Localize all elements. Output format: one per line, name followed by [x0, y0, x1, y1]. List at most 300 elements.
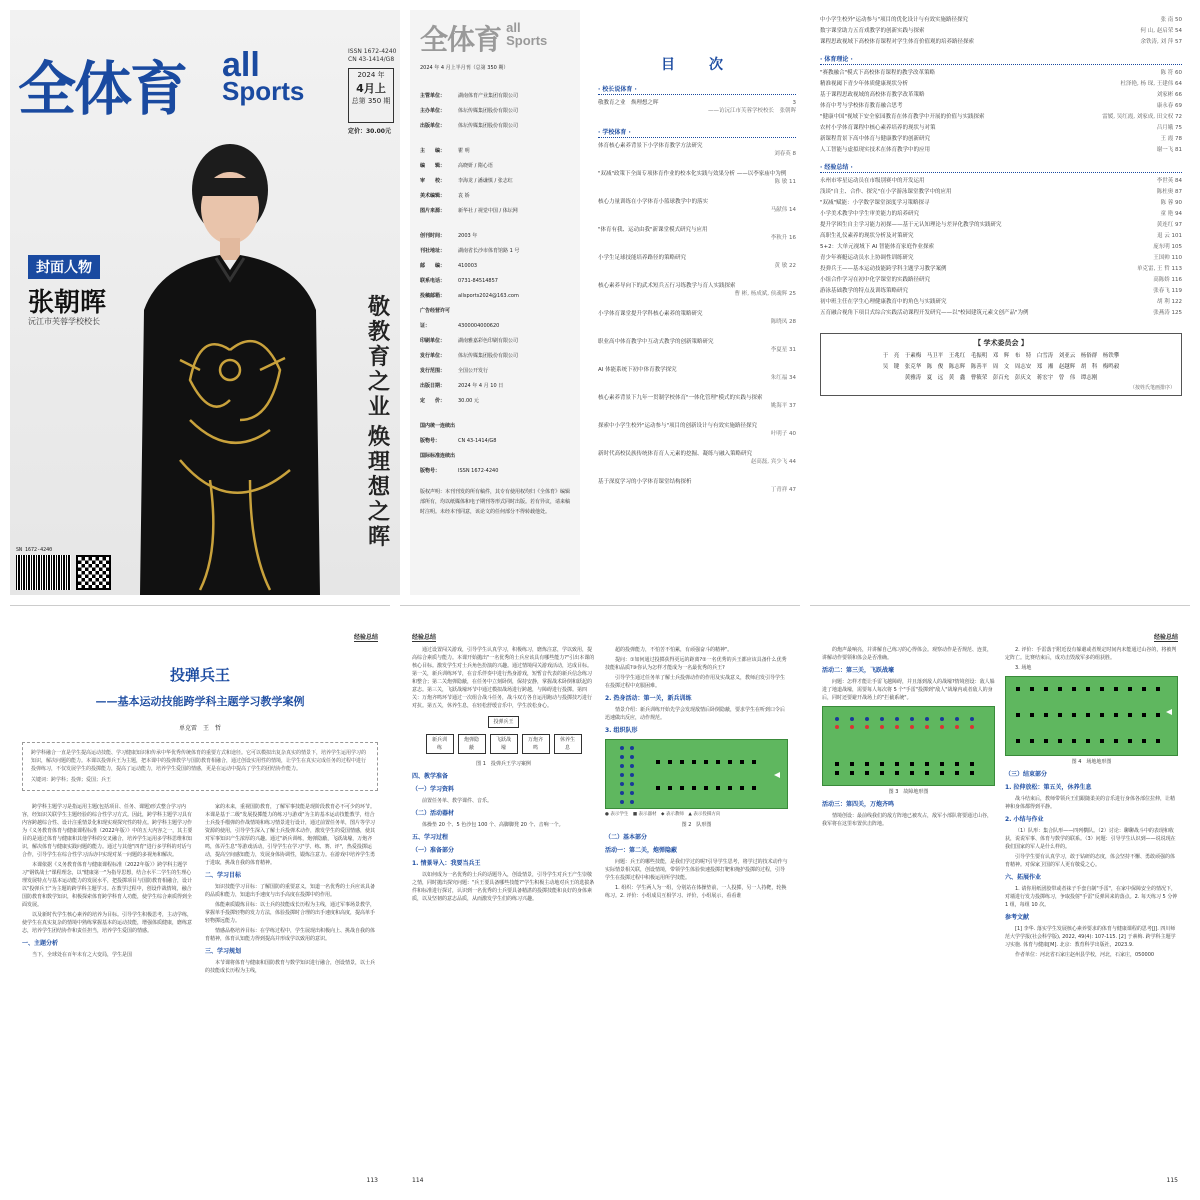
paragraph: 2. 评价：手雷落于附近没有躲避或者规定时间内未能通过山谷的，将被判定阵亡。比赛结束后，成功击毁敌军多的组获胜。: [1005, 647, 1177, 661]
page-113-col1-paragraphs: [22, 803, 195, 935]
sub-heading: 活动三：第四关，万炮齐鸣: [822, 801, 895, 808]
toc-title: 目 次: [661, 57, 733, 73]
page-114-column-1: [412, 646, 595, 905]
info-row-key: 主办单位：: [420, 108, 446, 114]
field-student-marker: [865, 717, 869, 721]
page-header-label: 经验总结: [412, 634, 437, 641]
magazine-cover: [10, 10, 400, 595]
field-student-marker: [620, 800, 624, 804]
toc-left-list: [598, 84, 796, 494]
toc-entry-author: 叶明子 40: [770, 431, 796, 437]
abstract-text: 跨学科融合一直是学生提高运动技能、学习健康知识和传承中华优秀传统体育的重要方式和途径。它可以模拟出复杂真实的情景下，培养学生运用学习的知识，解决问题的能力。本课以投弹兵王为主题，把本课中的投弹教学与国防教育相融合，通过创设实用性的情境，让学生在真实完成任务的过程中进行投弹练习，不仅发展学生的投掷能力，提高了运动能力，培养学生爱国的情感，更是在运动中提高了学生的团结协作能力。: [31, 750, 367, 772]
toc-entry-title: 数字课堂助力五育戏教学的创新实践与探索: [820, 28, 925, 34]
info-row-key: 图片来源：: [420, 208, 446, 214]
figure-4-caption: 图 4 场地地形图: [1071, 759, 1112, 765]
info-row-key: 出版单位：: [420, 123, 446, 129]
info-row: [420, 349, 570, 364]
toc-entry-author: 谢一飞 81: [1156, 147, 1182, 153]
info-row-value: 体坛传媒集团股份有限公司: [458, 353, 519, 359]
toc-entry-title: 敬教育之业 焕理想之晖: [598, 100, 659, 106]
toc-entry: [820, 27, 1182, 35]
toc-entry: [598, 366, 796, 382]
field-equipment-marker: [880, 771, 884, 775]
flow-node: 休养生息: [554, 734, 582, 754]
article-title: 投弹兵王: [169, 666, 230, 684]
committee-title: 【 学术委员会 】: [974, 339, 1028, 347]
cover-slogan-2: 焕理想之晖: [368, 424, 391, 550]
toc-right-continued: [820, 16, 1182, 46]
toc-entry-title: "赛教融合"模式下高校体育课程的教学改革策略: [820, 70, 936, 76]
cover-month: 4月上: [356, 82, 386, 95]
page-number: 115: [1166, 1177, 1178, 1184]
toc-entry-author: 刘家彬 66: [1156, 92, 1182, 98]
info-logo: 全体育: [420, 23, 502, 56]
section-heading: 一、主题分析: [22, 940, 59, 947]
paragraph: 知识技能学习目标：了解国防的重要意义，知道一名优秀的士兵应该具备的品质和能力，知道出手速度与出手高度在投掷中的作用。: [205, 884, 376, 898]
page-114-col1-paragraphs: [412, 646, 595, 710]
toc-entry-author: 雷媛, 吴红霞, 刘家成, 田文权 72: [1102, 114, 1182, 120]
info-row: [420, 244, 570, 259]
info-row-key: 广告经营许可证：: [420, 308, 451, 329]
toc-entry: [820, 243, 1182, 251]
toc-entry-author: 陈 蓉 90: [1160, 200, 1182, 206]
field-student-marker: [955, 725, 959, 729]
info-row: [420, 119, 570, 134]
cover-qr-code: [76, 555, 111, 590]
info-row-key: 主 编：: [420, 148, 446, 154]
toc-entry-author: 张春飞 119: [1153, 288, 1182, 294]
field-student-marker: [630, 791, 634, 795]
toc-entry-author: 退 云 101: [1157, 233, 1182, 239]
toc-page-left: [592, 10, 802, 595]
info-row: [420, 159, 570, 174]
field-equipment-marker: [865, 762, 869, 766]
info-row-key: 发行范围：: [420, 368, 446, 374]
toc-entry-author: 陈晓凤 28: [770, 319, 796, 325]
toc-entry-author: 康永春 69: [1156, 103, 1182, 109]
flow-child-nodes: [426, 734, 582, 754]
toc-entry-author: 李夏星 31: [770, 347, 796, 353]
info-row: [420, 189, 570, 204]
toc-entry-author: 胡 利 122: [1157, 299, 1182, 305]
toc-entry: [820, 210, 1182, 218]
info-row: [420, 229, 570, 244]
field-equipment-marker: [1142, 713, 1146, 717]
field-equipment-marker: [1086, 739, 1090, 743]
toc-entry-title: "健康中国"视域下安全家园教育在体育教学中开展的价值与实践探索: [820, 114, 985, 120]
toc-entry: [820, 80, 1182, 88]
cover-feature-tag: 封面人物: [28, 255, 100, 279]
toc-entry-title: 探索中小学生校外"运动参与"项目的创新设计与有效实施路径探究: [598, 423, 758, 429]
sub-heading: （二）活动器材: [412, 810, 455, 817]
field-student-marker: [970, 717, 974, 721]
figure-3-caption: 图 3 故障地形图: [888, 789, 929, 795]
field-equipment-marker: [1100, 739, 1104, 743]
toc-right-list: [820, 54, 1182, 317]
flow-node: 飞跃战壕: [490, 734, 518, 754]
toc-entry: [598, 394, 796, 410]
info-row: [420, 174, 570, 189]
cover-logo-en-2: Sports: [222, 76, 305, 106]
toc-entry-author: 吕月娥 75: [1156, 125, 1182, 131]
flow-node: 万炮齐鸣: [522, 734, 550, 754]
toc-entry-title: 新课程背景下高中体育与健康教学的创新研究: [820, 136, 931, 142]
field-equipment-marker: [970, 771, 974, 775]
field-equipment-marker: [880, 762, 884, 766]
field-student-marker: [850, 717, 854, 721]
field-equipment-marker: [752, 760, 756, 764]
info-row-value: 0731-84514857: [458, 278, 498, 284]
info-row-key: 创刊时间：: [420, 233, 446, 239]
toc-entry-author: 王国帅 110: [1153, 255, 1182, 261]
toc-entry: [598, 310, 796, 326]
toc-entry-title: 核心力量训练在小学体育小篮球教学中的落实: [598, 199, 709, 205]
toc-entry-author: 何 山, 赵启荣 54: [1140, 28, 1182, 34]
article-subtitle: ——基本运动技能跨学科主题学习教学案例: [95, 695, 305, 708]
toc-entry: [598, 338, 796, 354]
sub-heading: 1. 情景导入：我要当兵王: [412, 860, 481, 867]
field-equipment-marker: [1044, 713, 1048, 717]
page-number: 114: [412, 1177, 424, 1184]
paragraph: 前置任务单、教学课件、音乐。: [422, 798, 493, 804]
toc-entry: [820, 16, 1182, 24]
info-row: [420, 259, 570, 274]
page-115-column-1: [822, 646, 995, 961]
sub-heading: 活动一：第二关，炮弹隐蔽: [605, 847, 678, 854]
field-equipment-marker: [668, 786, 672, 790]
field-equipment-marker: [940, 771, 944, 775]
field-student-marker: [865, 725, 869, 729]
toc-section-heading: · 经验总结 ·: [820, 162, 1182, 173]
field-student-marker: [910, 725, 914, 729]
paragraph: 以如何成为一名优秀的士兵的话题导入，创设情景，引导学生对兵王产生崇敬之情，同时抛出探究问题："兵王要具备哪些技能?"学生积极主动地对兵王的选拔条件和标准进行探讨，认识到一名优秀的士兵要具备精湛的投掷技能和良好的身体素质，以及坚韧的意志品质，从而激发学生们的练习兴趣。: [412, 872, 595, 902]
paragraph: 问题：怎样才能让手雷飞越障碍，并且落到敌人的战壕?情境创设：敌人躲进了地道战壕，需要每人每次将 5 个"手雷"投掷到"敌人"战壕内或者敌人的身后，同时还要避开战场上的"拦截系统"。: [822, 679, 995, 701]
toc-entry: [820, 254, 1182, 262]
toc-section-heading: · 体育理论 ·: [820, 54, 1182, 65]
toc-entry-author: 陈 符 60: [1160, 70, 1182, 76]
field-student-marker: [940, 725, 944, 729]
info-row-value: 30.00 元: [458, 398, 479, 404]
figure-2-formation-field: [605, 739, 788, 809]
info-row-value: 体坛传媒集团股份有限公司: [458, 108, 519, 114]
field-student-marker: [835, 717, 839, 721]
toc-entry: [820, 276, 1182, 284]
toc-entry-title: 精准视阈下青少年体质健康现状分析: [820, 81, 909, 87]
toc-entry-title: 浅谈"自主、合作、探究"在小学游泳课堂教学中的应用: [820, 189, 952, 195]
toc-entry-title: 五育融合视角下项目式综合实践活动课程开发研究——以"校园建筑元素文创产品"为例: [820, 310, 1029, 316]
field-equipment-marker: [1128, 713, 1132, 717]
figure-4-battle-field: [1005, 676, 1178, 756]
field-equipment-marker: [1128, 687, 1132, 691]
info-row: [420, 289, 570, 304]
paragraph: 本课依据《义务教育体育与健康课程标准（2022年版）》跨学科主题学习"钢铁战士"课程理念，以"健康第一"为指导思想，结合水平二学生的生理心理发展特点与基本运动能力的发展水平，把投掷项目与国防教育相融合，设计以"投弹兵王"为主题的跨学科主题学习。在教学过程中，创设作战情境，融合国防教育和数学知识，积极探索体育跨学科育人功能，使学生综合素质得到全面发展。: [22, 862, 193, 908]
page-header-label: 经验总结: [353, 634, 378, 641]
toc-entry: [820, 309, 1182, 317]
info-row: [420, 334, 570, 349]
info-row-value: 2003 年: [458, 233, 478, 239]
section-heading: 三、学习规划: [205, 948, 242, 955]
toc-entry: [820, 113, 1182, 121]
cover-slogan-1: 敬教育之业: [368, 294, 391, 420]
section-heading: 五、学习过程: [412, 834, 449, 841]
field-student-marker: [630, 755, 634, 759]
section-heading: （二）基本部分: [605, 834, 648, 841]
toc-entry-author: 张 南 50: [1160, 17, 1182, 23]
field-student-marker: [880, 725, 884, 729]
info-rows-details: [420, 229, 570, 409]
info-rows-publisher: [420, 89, 570, 134]
field-equipment-marker: [1114, 713, 1118, 717]
sub-heading: （一）准备部分: [412, 847, 455, 854]
info-row: [420, 144, 570, 159]
academic-committee: [820, 333, 1182, 396]
field-equipment-marker: [1058, 687, 1062, 691]
field-equipment-marker: [1142, 739, 1146, 743]
cover-year: 2024 年: [357, 71, 385, 79]
info-row-value: 湖南体育产业集团有限公司: [458, 93, 519, 99]
field-student-marker: [880, 717, 884, 721]
section-heading: 二、学习目标: [205, 872, 242, 879]
committee-names: [827, 351, 1175, 384]
toc-entry-title: 小学美术教学中学生审美能力的培养研究: [820, 211, 920, 217]
toc-entry: [598, 226, 796, 242]
flow-node: 新兵训练: [426, 734, 454, 754]
paragraph: 家的未来，重视国防教育，了解军事技能是现阶段教育必不可少的环节。本课是基于二级"发展投掷能力的练习与游戏"为主的基本运动技能教学，结合士兵投手榴弹的作战情境和练习情景进行设计，通过前置任务单，图片等学习资源的使用，引导学生深入了解士兵投弹术动作，激发学生的爱国情感，使其对军事知识产生浓厚的兴趣。通过"新兵训练，炮弹隐蔽，飞跃战壕，万炮齐鸣，体弄生息"等游戏活动，引导学生在学习"学、练、赛、评"，热爱投掷运动，提高空间感知能力，发展身体协调性，锻炼注意力。在游戏中培养学生勇于进取，挑战自我的体育精神。: [205, 804, 376, 866]
field-equipment-marker: [716, 760, 720, 764]
field-equipment-marker: [680, 786, 684, 790]
info-issue-line: 2024 年 4 月上半月刊（总第 350 期）: [420, 65, 509, 71]
toc-entry-title: "体育有我、运动由我"新课堂模式研究与应用: [598, 227, 708, 233]
field-equipment-marker: [692, 760, 696, 764]
info-row-value: 410003: [458, 263, 478, 269]
field-equipment-marker: [835, 771, 839, 775]
toc-entry-author: 赵高磊, 宾少飞 44: [750, 459, 796, 465]
toc-section-heading: · 校长说体育 ·: [598, 84, 796, 95]
paragraph: 体操垫 20 个、5 色沙包 100 个、高脚脚凳 20 个、音响一个。: [422, 822, 564, 828]
info-row-key: 审 校：: [420, 178, 446, 184]
field-equipment-marker: [1044, 739, 1048, 743]
info-row-key: 定 价：: [420, 398, 446, 404]
info-row: [420, 104, 570, 119]
info-row-key: 国内统一连续出版物号：: [420, 423, 456, 444]
toc-entry: [820, 232, 1182, 240]
cover-barcode-text: SN 1672-4240: [16, 547, 53, 553]
field-student-marker: [925, 725, 929, 729]
info-copyright-notice: 版权声明：本刊刊发的所有稿件，其专有使用权均归《全体育》编辑部所有，均以纸媒体和电子期刊等形式同时出版。若有异议，请来稿时注明。未经本刊同意，该论文的任何部分不得转载他处。: [420, 489, 571, 515]
field-equipment-marker: [668, 760, 672, 764]
toc-entry-author: 马献伟 14: [770, 207, 796, 213]
field-equipment-marker: [1030, 739, 1034, 743]
cover-total-issue: 总第 350 期: [351, 97, 391, 105]
page-113-col2-paragraphs: [205, 803, 378, 867]
toc-entry-author: 刘春英 8: [774, 151, 796, 157]
toc-entry-author: 余铁涛, 刘 萍 57: [1140, 39, 1182, 45]
article-abstract: [22, 742, 378, 791]
page-113-goals: [205, 883, 378, 943]
field-equipment-marker: [656, 760, 660, 764]
toc-entry: [598, 99, 796, 115]
figure-2-legend: ● 表示学生 ■ 表示器材 ◆ 表示教师 ▲ 表示投掷方向: [605, 812, 721, 817]
field-student-marker: [940, 717, 944, 721]
field-student-marker: [620, 782, 624, 786]
info-row-key: 出版日期：: [420, 383, 446, 389]
toc-entry-author: 庞东明 105: [1153, 244, 1182, 250]
info-row-key: 投稿邮箱：: [420, 293, 446, 299]
field-student-marker: [895, 717, 899, 721]
cover-cn: CN 43-1414/G8: [348, 56, 395, 63]
info-row: [420, 304, 570, 334]
toc-entry: [820, 221, 1182, 229]
flow-node: 炮弹隐蔽: [458, 734, 486, 754]
paragraph: 提问：①如何通过投掷获得更远的距离?②一名优秀的兵王都应该具备什么优秀技能和品质?③你认为怎样才能成为一名最优秀的兵王?: [605, 657, 787, 671]
field-student-marker: [620, 764, 624, 768]
paragraph: 的炮声最响亮，并讲解自己练习的心得体会。观察动作是否规范、连贯，讲解动作要领和体会是否准确。: [822, 647, 993, 661]
field-student-marker: [630, 746, 634, 750]
references: [1] 李华. 落实学生发展核心素养要求的体育与健康课程的思考[J]. 四川师范大学学报(社会科学版), 2022, 49(4): 107-115. [2] 于素梅. 跨学科主题学习实施. 体育与健康[M]. 北京：教育科学出版社，2023.9.: [1005, 926, 1176, 948]
article-page-113: [10, 605, 390, 1190]
toc-entry: [598, 254, 796, 270]
cover-issn-block: [348, 48, 400, 64]
info-row-value: 4300004000620: [458, 323, 500, 329]
toc-entry: [820, 38, 1182, 46]
field-student-marker: [620, 773, 624, 777]
toc-entry-author: 王 霞 78: [1160, 136, 1182, 142]
field-equipment-marker: [925, 762, 929, 766]
sub-heading: 1. 拉伸放松：第五关，休养生息: [1005, 784, 1092, 791]
page-number: 113: [366, 1177, 378, 1184]
toc-entry-title: 课程思政视域下高校体育课程对学生体育价值观的培养路径探索: [820, 39, 975, 45]
field-equipment-marker: [656, 786, 660, 790]
paragraph: 情景介绍：新兵训练开始先学会发现敌情后卧倒隐蔽，要求学生在听到口令后迅速做出反应，动作规范。: [605, 707, 786, 721]
references-heading: 参考文献: [1005, 914, 1030, 921]
field-equipment-marker: [716, 786, 720, 790]
info-row-value: 全国公开发行: [458, 368, 489, 374]
field-equipment-marker: [850, 762, 854, 766]
toc-entry-title: 小组合作学习在初中化学课堂的实践路径研究: [820, 277, 931, 283]
paragraph: 3. 场地: [1015, 665, 1032, 671]
toc-entry: [598, 142, 796, 158]
info-rows-editorial: [420, 144, 570, 219]
field-student-marker: [620, 755, 624, 759]
toc-entry-title: 小学体育课堂提升学科核心素养的策略研究: [598, 311, 703, 317]
field-equipment-marker: [728, 786, 732, 790]
field-student-marker: [835, 725, 839, 729]
toc-entry-author: 陈 敏 11: [774, 179, 796, 185]
field-equipment-marker: [680, 760, 684, 764]
info-row-value: 李海龙 / 潘谦慎 / 张志红: [458, 178, 513, 184]
field-student-marker: [925, 717, 929, 721]
toc-entry-page: 3: [792, 100, 796, 106]
info-row: [420, 379, 570, 394]
sub-heading: 活动二：第三关，飞跃战壕: [822, 667, 895, 674]
cover-barcode: [16, 555, 71, 590]
author-affiliation: 作者单位：河北省石家庄赵州县学校，河北，石家庄，050000: [1015, 952, 1155, 958]
paragraph: 引导学生通过任务单了解士兵投弹动作的作用及实战意义，教师启发引导学生在投掷过程中克服困难。: [605, 675, 786, 689]
field-equipment-marker: [1128, 739, 1132, 743]
toc-entry-author: 张燕涛 125: [1153, 310, 1182, 316]
abstract-keywords: 关键词：跨学科；投弹；爱国；兵王: [31, 777, 112, 783]
field-equipment-marker: [1016, 713, 1020, 717]
toc-entry-title: 核心素养导向下的武术短兵五行习练教学与育人实践探索: [598, 283, 736, 289]
field-equipment-marker: [704, 760, 708, 764]
cover-person-name: 张朝晖: [28, 288, 107, 318]
info-row-value: ISSN 1672-4240: [458, 468, 499, 474]
toc-entry-title: AI 体能系统下初中体育教学探究: [598, 367, 677, 373]
paragraph: 通过设置闯关游戏，引导学生认真学习，积极练习，磨炼注意，学以致用，提高综合素质与能力。本课开始抛出"一名优秀的士兵应该具有哪些能力?"引出本课的核心目标。激发学生对士兵角色扮演的兴趣。通过情境闯关游戏活动，达成目标。第一关，新兵训练环节，在音乐伴奏中进行热身游戏，短暂音代表的新兵信念练习和整合；第二关炮弹隐蔽，在任务中立刻卧倒，保持安静，掌握战术卧倒和跃起的意志。第三关，飞跃战壕环节中通过模拟战场进行跨越，与障碍进行投掷。第四关：万炮齐鸣环节通过一次组合战斗任务，战斗双方各自运用跑动与投掷技巧进行对抗。第五关，休养生息，在轻松舒缓音乐中，学生放松身心。: [412, 647, 595, 709]
figure-1-caption: 图 1 投弹兵王学习案例: [476, 761, 531, 767]
toc-entry-title: 人工智能与虚拟现实技术在体育教学中的应用: [820, 147, 931, 153]
toc-entry-title: 体育核心素养背景下小学体育教学方法研究: [598, 143, 703, 149]
field-equipment-marker: [940, 762, 944, 766]
paragraph: 引导学生要有认真学习，敢于钻研的态度，体会坚持不懈、勇敢顽强的体育精神。对保家卫国的军人更有敬爱之心。: [1005, 854, 1176, 868]
info-row: [420, 364, 570, 379]
info-row-value: 瞿 明: [458, 148, 470, 154]
article-page-114: [400, 605, 800, 1190]
field-equipment-marker: [955, 762, 959, 766]
toc-entry: [598, 422, 796, 438]
figure-3-obstacle-field: [822, 706, 995, 786]
toc-entry-title: 体育中考与学校体育教育融合思考: [820, 103, 903, 109]
toc-entry-title: 小学生足球技能培养路径的策略研究: [598, 255, 687, 261]
field-equipment-marker: [1072, 713, 1076, 717]
info-row-key: 印刷单位：: [420, 338, 446, 344]
field-equipment-marker: [1016, 687, 1020, 691]
info-row-key: 编 辑：: [420, 163, 446, 169]
toc-entry: [820, 177, 1182, 185]
toc-entry-author: 高陈娇 116: [1153, 277, 1182, 283]
toc-entry-title: 基于课程思政视域的高校体育教学改革策略: [820, 92, 925, 98]
info-row-value: 袁 娇: [458, 193, 470, 199]
flow-root-node: 投弹兵王: [488, 716, 518, 728]
toc-entry-title: 投弹兵王——基本运动技能跨学科主题学习教学案例: [820, 266, 947, 272]
committee-name-line: 于 亮 于素梅 马卫平 王兆红 毛振明 邓 辉 布 特 白雪涛 刘亚云 杨俗群 杨铁攀: [882, 353, 1120, 359]
toc-entry-title: "双减"赋能：小学数学课堂深度学习策略探寻: [820, 200, 930, 206]
cover-issn: ISSN 1672-4240: [348, 48, 397, 55]
field-equipment-marker: [925, 771, 929, 775]
info-row-value: 高晓妍 / 隋心语: [458, 163, 493, 169]
info-row: [420, 274, 570, 289]
toc-entry: [598, 450, 796, 466]
field-equipment-marker: [1058, 739, 1062, 743]
figure-1-flowchart: [412, 716, 595, 754]
field-equipment-marker: [1156, 713, 1160, 717]
toc-entry-author: 黄连红 97: [1156, 222, 1182, 228]
field-equipment-marker: [910, 762, 914, 766]
page-114-col2-paragraphs: [605, 646, 788, 690]
info-row-key: 发行单位：: [420, 353, 446, 359]
paragraph: （1）队形：集合队形——四列横队。（2）讨论：聊聊战斗中的表现和收获，说说军事、体育与数学的联系。（3）问题：引导学生认识到——说说现在我们国家的军人是什么样的。: [1005, 828, 1176, 850]
toc-entry-author: 姚海平 37: [770, 403, 796, 409]
toc-entry: [820, 102, 1182, 110]
field-equipment-marker: [728, 760, 732, 764]
cover-price: 定价：30.00元: [348, 128, 391, 135]
toc-entry-author: 童 艳 94: [1160, 211, 1182, 217]
toc-entry: [820, 91, 1182, 99]
toc-entry-title: 核心素养背景下九年一贯制学校体育"一体化管理"模式的实践与探索: [598, 395, 763, 401]
toc-entry-author: 李秋升 16: [770, 235, 796, 241]
toc-entry-title: 游泳基础教学的特点及训练策略研究: [820, 288, 909, 294]
field-equipment-marker: [970, 762, 974, 766]
field-equipment-marker: [895, 762, 899, 766]
field-equipment-marker: [835, 762, 839, 766]
toc-page-right: [812, 10, 1190, 595]
info-row-value: allsports2024@163.com: [458, 293, 519, 299]
toc-entry-title: 基于深度学习的小学体育课堂结构探析: [598, 479, 692, 485]
field-equipment-marker: [740, 760, 744, 764]
toc-entry-author: 陈杜奥 87: [1156, 189, 1182, 195]
field-student-marker: [970, 725, 974, 729]
toc-entry: [598, 198, 796, 214]
